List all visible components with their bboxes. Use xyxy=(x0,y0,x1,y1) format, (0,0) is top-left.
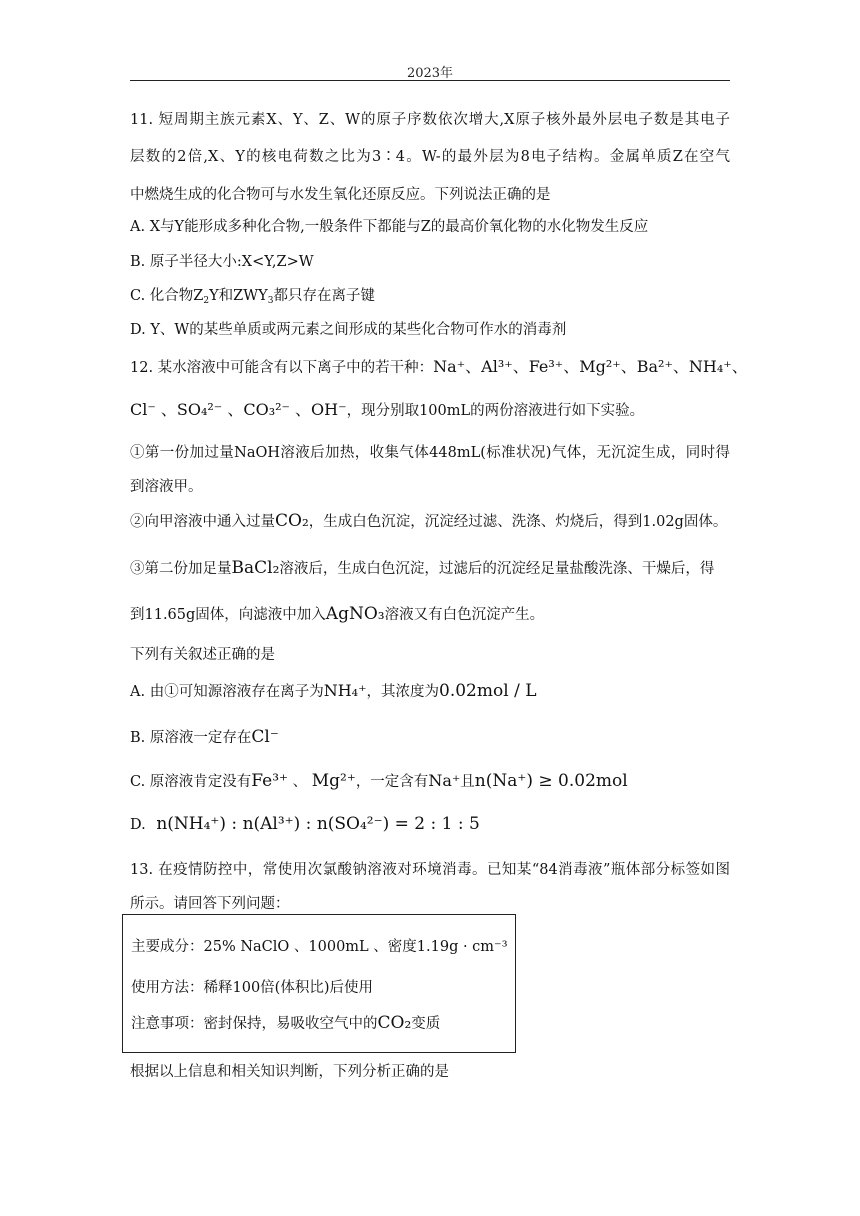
q11-line-2: 层数的2倍,X、Y的核电荷数之比为3∶4。W-的最外层为8电子结构。金属单质Z在空气 xyxy=(130,149,730,165)
q11-option-b: B. 原子半径大小:X<Y,Z>W xyxy=(130,254,314,270)
q11-option-c-sub2: 3 xyxy=(267,296,274,306)
header-divider xyxy=(130,80,730,81)
q12-line-2-tail: ，现分别取100mL的两份溶液进行如下实验。 xyxy=(346,403,645,419)
q12-option-c-part3: 且 xyxy=(460,774,475,790)
label-box xyxy=(122,914,516,1053)
label-box-line-2: 使用方法：稀释100倍(体积比)后使用 xyxy=(131,980,373,996)
q12-option-c-expression: n(Na⁺) ≥ 0.02mol xyxy=(474,771,628,791)
q12-option-b-part1: B. 原溶液一定存在 xyxy=(130,730,252,746)
q12-step3-line-b xyxy=(130,603,544,624)
q12-option-c-part1: C. 原溶液肯定没有 xyxy=(130,774,252,790)
q13-line-2: 所示。请回答下列问题： xyxy=(130,896,290,912)
q12-stem: 12. 某水溶液中可能含有以下离子中的若干种： xyxy=(130,360,434,376)
q12-option-d-expression: n(NH₄⁺) : n(Al³⁺) : n(SO₄²⁻) = 2 : 1 : 5 xyxy=(156,814,480,834)
q11-option-c-part1: C. 化合物Z xyxy=(130,288,204,304)
label-box-line-3-formula: CO₂ xyxy=(377,1013,412,1033)
q12-line-1 xyxy=(130,354,748,377)
q12-option-c xyxy=(130,770,628,791)
label-box-line-3 xyxy=(131,1012,440,1033)
q12-option-b-ion: Cl⁻ xyxy=(251,727,279,747)
q12-option-c-separator: 、 xyxy=(288,774,312,790)
q12-line-2 xyxy=(130,397,644,420)
q12-step3-part2: 溶液后，生成白色沉淀，过滤后的沉淀经足量盐酸洗涤、干燥后，得 xyxy=(279,561,715,577)
q12-step2-formula: CO₂ xyxy=(275,511,309,531)
page-header-year: 2023年 xyxy=(406,66,454,81)
q11-line-3: 中燃烧生成的化合物可与水发生氧化还原反应。下列说法正确的是 xyxy=(130,187,551,203)
q12-step3-part3: 到11.65g固体，向滤液中加入 xyxy=(130,607,326,623)
q11-option-c-part3: 都只存在离子键 xyxy=(273,288,375,304)
q12-step3-formula-2: AgNO₃ xyxy=(325,604,385,624)
q12-option-d xyxy=(130,814,480,834)
q12-option-a-value: 0.02mol / L xyxy=(439,681,537,701)
q11-option-c xyxy=(130,284,375,306)
q12-step2-part1: ②向甲溶液中通入过量 xyxy=(130,514,275,530)
q12-option-c-ion-3: Na⁺ xyxy=(428,771,461,790)
q12-step3-formula: BaCl₂ xyxy=(231,558,280,578)
q12-step2-line xyxy=(130,510,727,531)
q12-step2-part2: ，生成白色沉淀，沉淀经过滤、洗涤、灼烧后，得到1.02g固体。 xyxy=(308,514,728,530)
q12-step3-line-a xyxy=(130,557,714,578)
q12-step1-line-b: 到溶液甲。 xyxy=(130,479,203,495)
label-box-line-3-part1: 注意事项：密封保持，易吸收空气中的 xyxy=(131,1016,378,1032)
q11-option-a: A. X与Y能形成多种化合物,一般条件下都能与Z的最高价氧化物的水化物发生反应 xyxy=(130,219,649,235)
q11-option-d: D. Y、W的某些单质或两元素之间形成的某些化合物可作水的消毒剂 xyxy=(130,322,567,338)
q12-step1-line-a: ①第一份加过量NaOH溶液后加热，收集气体448mL(标准状况)气体，无沉淀生成，同时得 xyxy=(130,445,730,461)
q12-option-d-label: D. xyxy=(130,817,146,833)
q12-option-a xyxy=(130,680,536,701)
q12-option-a-part2: ，其浓度为 xyxy=(366,684,440,700)
q12-ion-list-2: Cl⁻ 、SO₄²⁻ 、CO₃²⁻ 、OH⁻ xyxy=(130,400,347,419)
q12-option-c-part2: ，一定含有 xyxy=(355,774,429,790)
q13-after-text: 根据以上信息和相关知识判断，下列分析正确的是 xyxy=(130,1064,449,1080)
q12-option-b xyxy=(130,726,279,747)
q12-option-a-part1: A. 由①可知源溶液存在离子为 xyxy=(130,684,324,700)
q12-prompt: 下列有关叙述正确的是 xyxy=(130,647,275,663)
q12-option-c-ion-2: Mg²⁺ xyxy=(311,771,356,791)
q11-line-1: 11. 短周期主族元素X、Y、Z、W的原子序数依次增大,X原子核外最外层电子数是其电子 xyxy=(130,112,730,128)
label-box-line-1: 主要成分：25% NaClO 、1000mL 、密度1.19g · cm⁻³ xyxy=(131,939,508,955)
q11-option-c-part2: Y和ZWY xyxy=(209,288,268,304)
q12-option-a-ion: NH₄⁺ xyxy=(323,681,367,700)
label-box-line-3-part2: 变质 xyxy=(411,1016,441,1032)
q11-option-c-sub1: 2 xyxy=(203,296,210,306)
q12-step3-part4: 溶液又有白色沉淀产生。 xyxy=(384,607,545,623)
q12-step3-part1: ③第二份加足量 xyxy=(130,561,232,577)
q12-option-c-ion-1: Fe³⁺ xyxy=(251,771,289,791)
q13-line-1: 13. 在疫情防控中，常使用次氯酸钠溶液对环境消毒。已知某“84消毒液”瓶体部分标签如图 xyxy=(130,862,730,878)
q12-ion-list-1: Na⁺、Al³⁺、Fe³⁺、Mg²⁺、Ba²⁺、NH₄⁺、 xyxy=(433,357,748,376)
